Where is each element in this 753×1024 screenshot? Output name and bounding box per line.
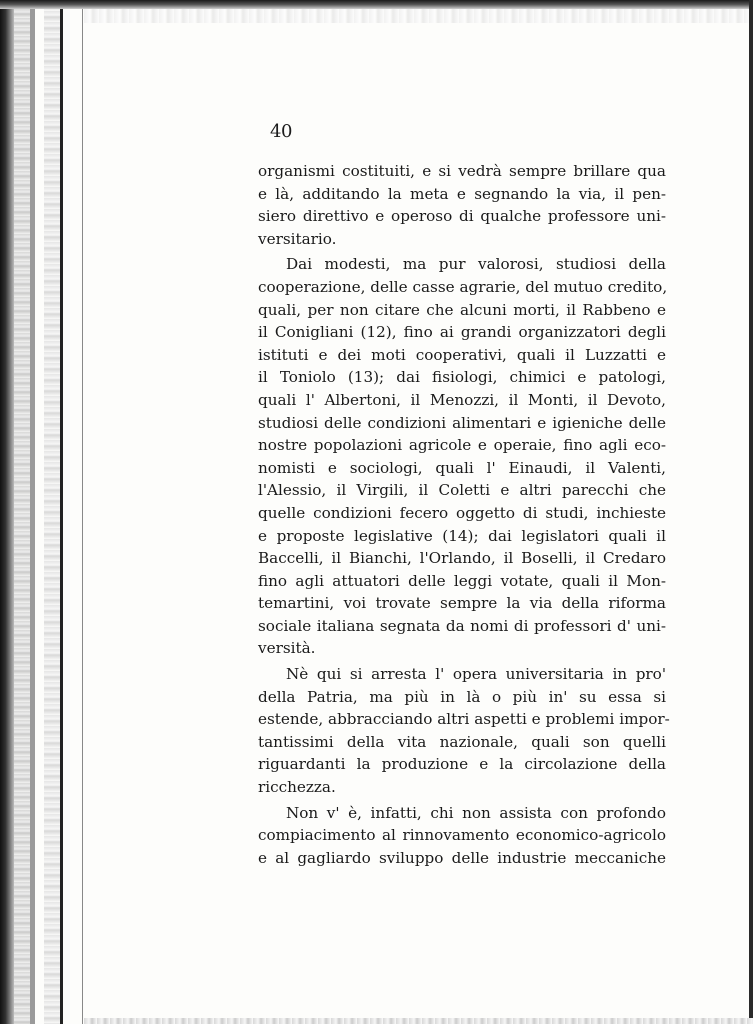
scan-bottom-noise bbox=[84, 1018, 753, 1024]
page-edge-line bbox=[60, 0, 63, 1024]
text-line: Baccelli, il Bianchi, l'Orlando, il Boselli, il Credaro bbox=[258, 549, 666, 568]
scan-right-edge bbox=[749, 0, 753, 1024]
text-line: Dai modesti, ma pur valorosi, studiosi della bbox=[286, 255, 666, 274]
text-line: versità. bbox=[258, 639, 316, 658]
text-line: versitario. bbox=[258, 229, 337, 248]
page-number: 40 bbox=[270, 121, 292, 142]
text-line: compiacimento al rinnovamento economico-agricolo bbox=[258, 826, 666, 845]
text-line: organismi costituiti, e si vedrà sempre brillare qua bbox=[258, 162, 666, 180]
text-line: ricchezza. bbox=[258, 778, 336, 797]
text-line: temartini, voi trovate sempre la via della riforma bbox=[258, 594, 666, 613]
text-line: il Toniolo (13); dai fisiologi, chimici e patologi, bbox=[258, 368, 666, 387]
text-line: l'Alessio, il Virgili, il Coletti e altri parecchi che bbox=[258, 481, 666, 500]
text-line: quali, per non citare che alcuni morti, il Rabbeno e bbox=[258, 300, 666, 319]
page-body-text bbox=[258, 160, 670, 869]
text-line: sociale italiana segnata da nomi di professori d' uni- bbox=[258, 616, 666, 635]
text-line: il Conigliani (12), fino ai grandi organizzatori degli bbox=[258, 323, 666, 342]
book-binding-line bbox=[30, 0, 35, 1024]
text-line: fino agli attuatori delle leggi votate, quali il Mon- bbox=[258, 571, 666, 590]
page-margin-line bbox=[82, 0, 83, 1024]
text-line: e al gagliardo sviluppo delle industrie meccaniche bbox=[258, 848, 666, 867]
text-line: quali l' Albertoni, il Menozzi, il Monti, il Devoto, bbox=[258, 390, 666, 409]
text-line: studiosi delle condizioni alimentari e igieniche delle bbox=[258, 413, 666, 432]
text-line: siero direttivo e operoso di qualche professore uni- bbox=[258, 207, 666, 226]
paragraph bbox=[258, 663, 670, 799]
book-binding-texture bbox=[14, 0, 30, 1024]
scan-top-noise bbox=[84, 9, 753, 23]
scan-top-edge bbox=[0, 0, 753, 9]
text-line: estende, abbracciando altri aspetti e problemi impor- bbox=[258, 710, 670, 729]
paragraph bbox=[258, 253, 666, 660]
text-line: istituti e dei moti cooperativi, quali il Luzzatti e bbox=[258, 345, 666, 364]
text-line: della Patria, ma più in là o più in' su essa si bbox=[258, 687, 666, 706]
paragraph bbox=[258, 802, 666, 870]
text-line: e proposte legislative (14); dai legislatori quali il bbox=[258, 526, 666, 545]
paragraph bbox=[258, 160, 666, 250]
text-line: nostre popolazioni agricole e operaie, fino agli eco- bbox=[258, 436, 666, 455]
text-line: cooperazione, delle casse agrarie, del mutuo credito, bbox=[258, 277, 668, 296]
text-line: e là, additando la meta e segnando la via, il pen- bbox=[258, 184, 666, 203]
text-line: Non v' è, infatti, chi non assista con profondo bbox=[286, 803, 666, 822]
text-line: quelle condizioni fecero oggetto di studi, inchieste bbox=[258, 503, 666, 522]
text-line: tantissimi della vita nazionale, quali son quelli bbox=[258, 732, 666, 751]
book-binding-edge bbox=[0, 0, 14, 1024]
text-line: Nè qui si arresta l' opera universitaria in pro' bbox=[286, 665, 666, 684]
text-line: riguardanti la produzione e la circolazione della bbox=[258, 755, 666, 774]
text-line: nomisti e sociologi, quali l' Einaudi, il Valenti, bbox=[258, 458, 666, 477]
